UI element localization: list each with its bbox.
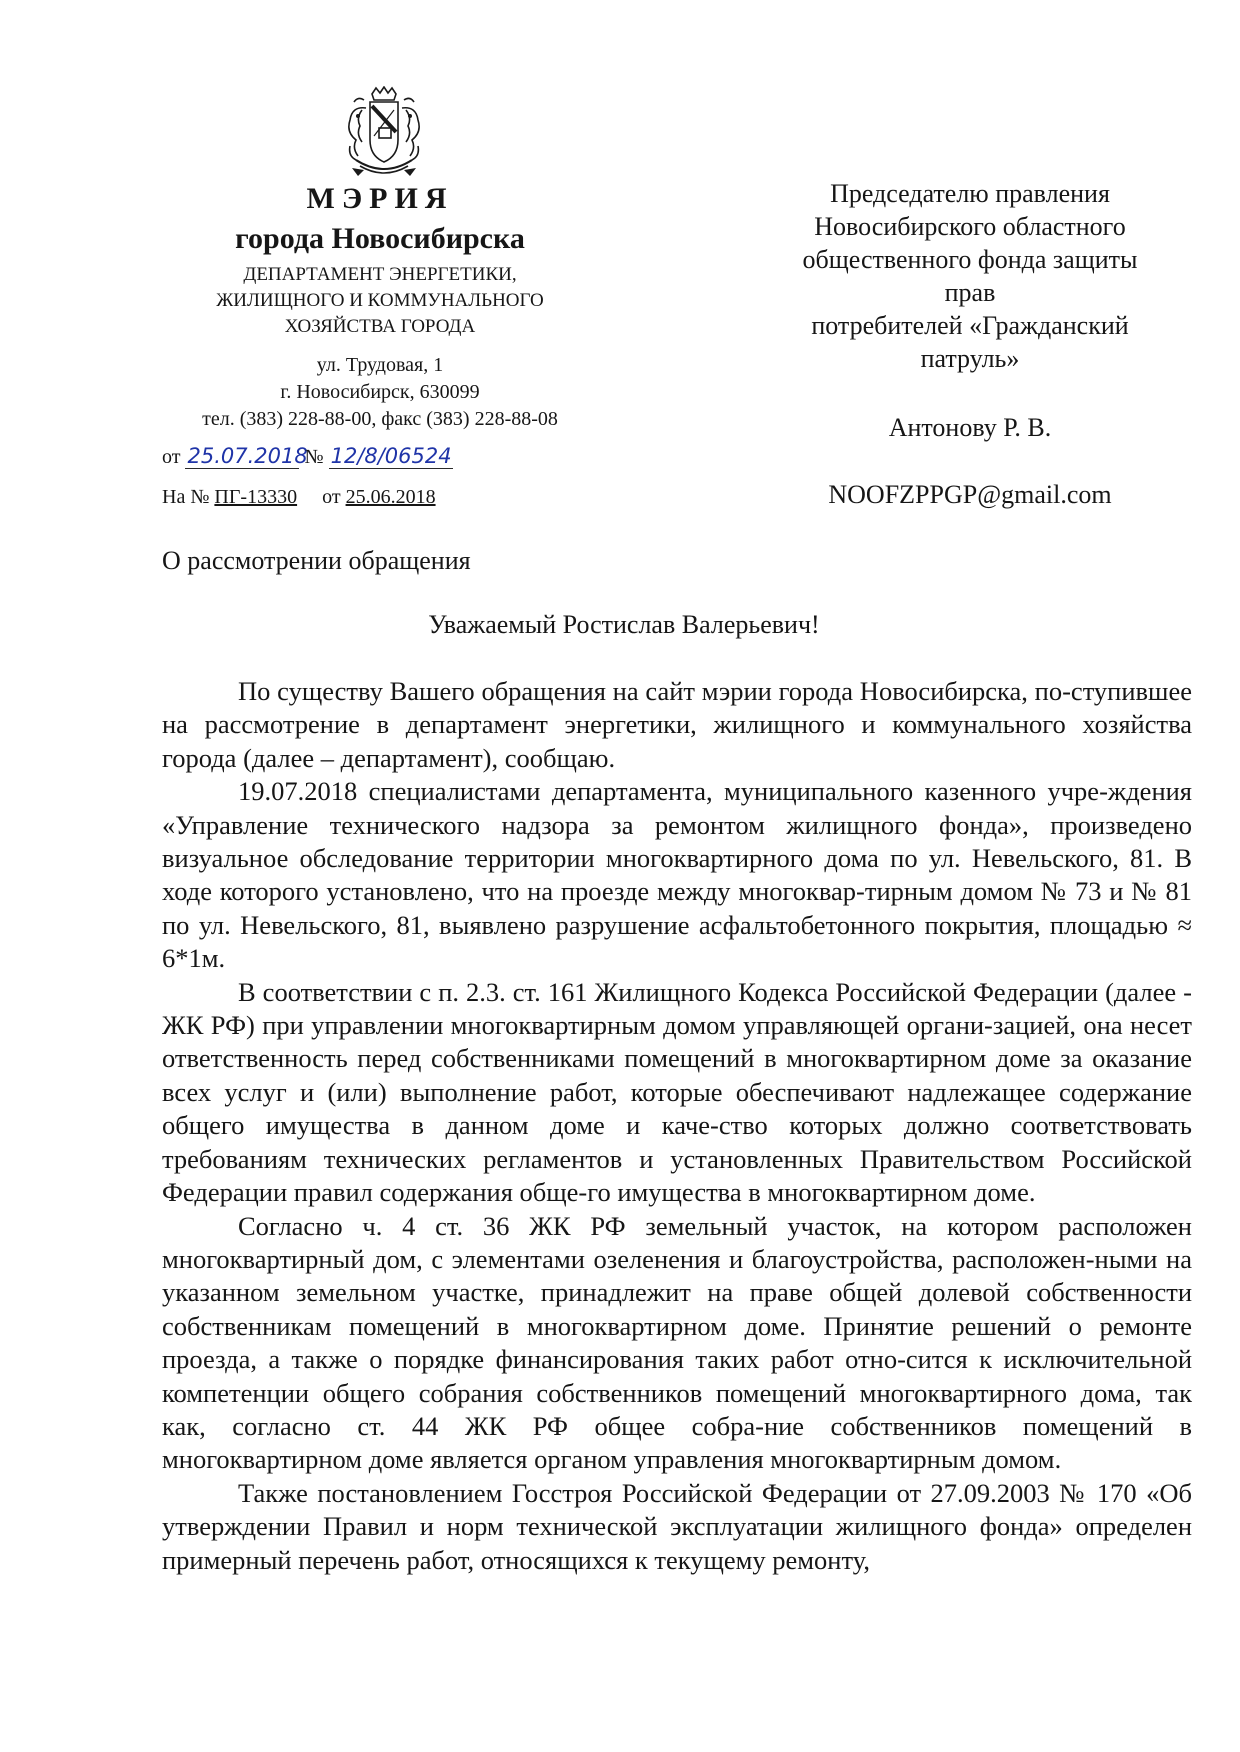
reply-date-label: от <box>322 486 341 508</box>
reply-date: 25.06.2018 <box>345 486 436 508</box>
department-line: ЖИЛИЩНОГО И КОММУНАЛЬНОГО <box>216 290 544 311</box>
department-name <box>155 262 605 340</box>
outgoing-number: 12/8/06524 <box>330 444 452 468</box>
letter-body <box>162 675 1192 1577</box>
body-paragraph: В соответствии с п. 2.3. ст. 161 Жилищного Кодекса Российской Федерации (далее - ЖК РФ) при управлении многоквартирным домом управляющей органи-зацией, она несет ответственность перед собственниками помещений в многоквартирном доме за оказание всех услуг и (или) выполнение работ, которые обеспечивают надлежащее содержание общего имущества в данном доме и каче-ство которых должно соответствовать требованиям технических регламентов и установленных Правительством Российской Федерации правил содержания обще-го имущества в многоквартирном доме. <box>162 976 1192 1208</box>
sender-address <box>155 352 605 433</box>
from-label: от <box>162 446 181 468</box>
addressee-line: общественного фонда защиты <box>802 245 1138 274</box>
outgoing-date: 25.07.2018 <box>187 444 308 468</box>
body-paragraph: 19.07.2018 специалистами департамента, муниципального казенного учре-ждения «Управление технического надзора за ремонтом жилищного фонда», произведено визуальное обследование территории многоквартирного дома по ул. Невельского, 81. В ходе которого установлено, что на проезде между многоквар-тирным домом № 73 и № 81 по ул. Невельского, 81, выявлено разрушение асфальтобетонного покрытия, площадью ≈ 6*1м. <box>162 776 1192 974</box>
address-city: г. Новосибирск, 630099 <box>280 381 480 403</box>
body-paragraph: По существу Вашего обращения на сайт мэрии города Новосибирска, по-ступившее на рассмотрение в департамент энергетики, жилищного и коммунального хозяйства города (далее – департамент), сообщаю. <box>162 676 1192 773</box>
reply-label: На № <box>162 486 210 508</box>
incoming-ref-line <box>162 484 436 510</box>
addressee-email: NOOFZPPGP@gmail.com <box>828 480 1112 509</box>
address-phone: тел. (383) 228-88-00, факс (383) 228-88-08 <box>202 408 558 430</box>
letter-subject: О рассмотрении обращения <box>162 546 471 575</box>
body-paragraph: Также постановлением Госстроя Российской Федерации от 27.09.2003 № 170 «Об утверждении Правил и норм технической эксплуатации жилищного фонда» определен примерный перечень работ, относящихся к текущему ремонту, <box>162 1477 1192 1575</box>
addressee-line: патруль» <box>920 344 1020 373</box>
number-label: № <box>304 446 324 468</box>
body-paragraph: Согласно ч. 4 ст. 36 ЖК РФ земельный участок, на котором расположен многоквартирный дом, с элементами озеленения и благоустройства, расположен-ными на указанном земельном участке, принадлежит на праве общей долевой собственности собственникам помещений в многоквартирном доме. Принятие решений о ремонте проезда, а также о порядке финансирования таких работ отно-сится к исключительной компетенции общего собрания собственников помещений многоквартирного дома, так как, согласно ст. 44 ЖК РФ общее собра-ние собственников помещений в многоквартирном доме является органом управления многоквартирным домом. <box>162 1210 1192 1475</box>
addressee-line: прав <box>944 278 996 307</box>
addressee-name: Антонову Р. В. <box>888 413 1052 442</box>
coat-of-arms-icon <box>334 86 434 182</box>
org-city: города Новосибирска <box>235 222 525 255</box>
reply-number: ПГ-13330 <box>214 486 298 508</box>
address-street: ул. Трудовая, 1 <box>316 354 444 376</box>
addressee-block <box>750 177 1190 375</box>
department-line: ДЕПАРТАМЕНТ ЭНЕРГЕТИКИ, <box>243 264 517 285</box>
salutation: Уважаемый Ростислав Валерьевич! <box>428 610 820 639</box>
addressee-line: Председателю правления <box>830 179 1110 208</box>
addressee-line: Новосибирского областного <box>814 212 1126 241</box>
department-line: ХОЗЯЙСТВА ГОРОДА <box>284 316 476 337</box>
org-title: МЭРИЯ <box>306 182 454 215</box>
addressee-line: потребителей «Гражданский <box>811 311 1129 340</box>
outgoing-ref-line <box>162 444 453 470</box>
